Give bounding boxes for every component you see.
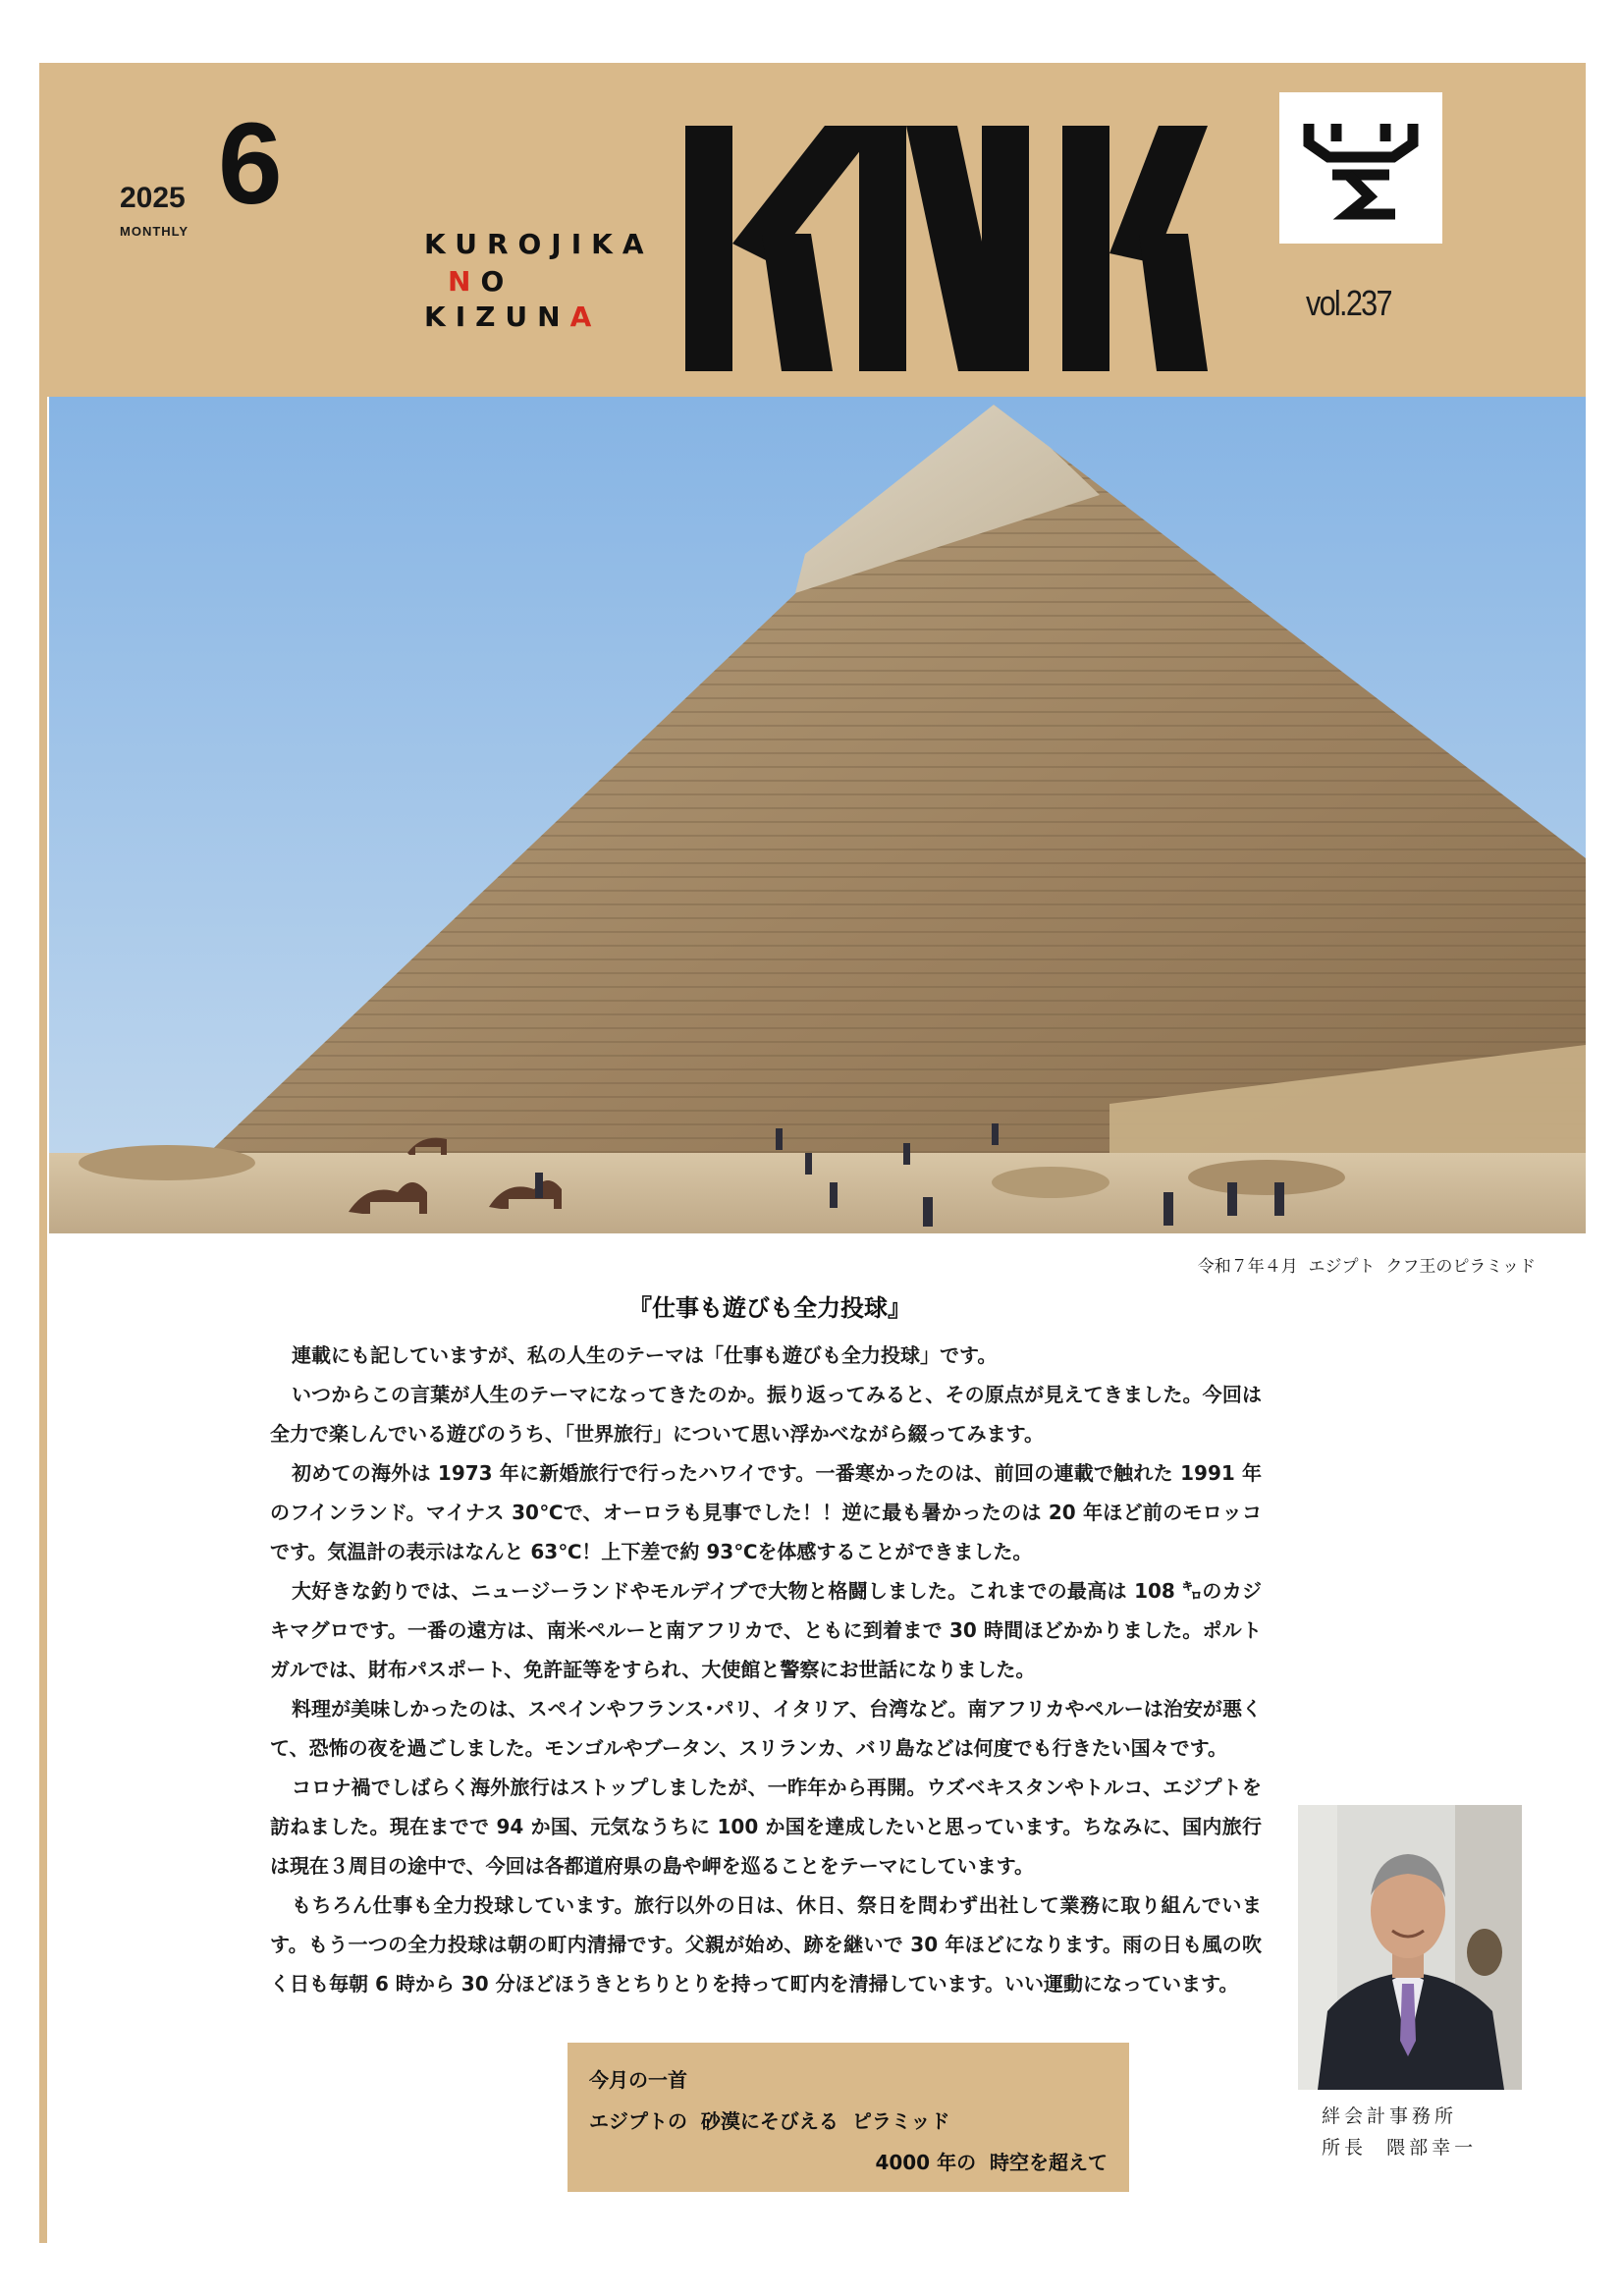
poem-line-1: エジプトの 砂漠にそびえる ピラミッド bbox=[589, 2109, 950, 2133]
masthead-name-line3-main: KIZUN bbox=[424, 301, 570, 333]
article-paragraph: 初めての海外は 1973 年に新婚旅行で行ったハワイです。一番寒かったのは、前回の連載で触れた 1991 年のフインランド。マイナス 30℃で、オーロラも見事でした！！逆に最も暑かったのは 20 年ほど前のモロッコです。気温計の表示はなんと 63℃！上下差で約 93℃を体感することができました。 bbox=[270, 1461, 1262, 1563]
photo-caption: 令和７年４月 エジプト クフ王のピラミッド bbox=[1197, 1257, 1536, 1277]
author-office: 絆会計事務所 bbox=[1322, 2105, 1458, 2127]
monthly-poem-box bbox=[568, 2043, 1129, 2192]
article-paragraph: 連載にも記していますが、私の人生のテーマは「仕事も遊びも全力投球」です。 bbox=[292, 1343, 998, 1367]
masthead-name-line1: KUROJIKA bbox=[424, 228, 654, 260]
article-paragraph: 料理が美味しかったのは、スペインやフランス･パリ、イタリア、台湾など。南アフリカやペルーは治安が悪くて、恐怖の夜を過ごしました。モンゴルやブータン、スリランカ、バリ島などは何度でも行きたい国々です。 bbox=[270, 1697, 1262, 1760]
masthead-name-line2-accent: N bbox=[448, 265, 481, 298]
masthead-name-line3-accent: A bbox=[569, 301, 602, 333]
masthead-name-line2-rest: O bbox=[480, 265, 514, 298]
article-paragraph: コロナ禍でしばらく海外旅行はストップしましたが、一昨年から再開。ウズベキスタンやトルコ、エジプトを訪ねました。現在までで 94 か国、元気なうちに 100 か国を達成したいと思っています。ちなみに、国内旅行は現在３周目の途中で、今回は各都道府県の島や岬を巡ることをテーマにしています。 bbox=[270, 1776, 1262, 1878]
article-title: 『仕事も遊びも全力投球』 bbox=[628, 1294, 911, 1322]
poem-line-2: 4000 年の 時空を超えて bbox=[875, 2151, 1108, 2174]
masthead-name-line2 bbox=[448, 265, 514, 298]
author-title-name: 所長 隈部幸一 bbox=[1322, 2137, 1478, 2159]
antler-emblem-icon bbox=[1279, 92, 1442, 244]
article-paragraph: もちろん仕事も全力投球しています。旅行以外の日は、休日、祭日を問わず出社して業務に取り組んでいます。もう一つの全力投球は朝の町内清掃です。父親が始め、跡を継いで 30 年ほどになります。雨の日も風の吹く日も毎朝 6 時から 30 分ほどほうきとちりとりを持って町内を清掃しています。いい運動になっています。 bbox=[270, 1893, 1262, 1995]
pyramid-photo bbox=[49, 397, 1586, 1233]
author-portrait bbox=[1298, 1805, 1522, 2090]
article-body bbox=[270, 1336, 1262, 2003]
left-accent-bar bbox=[39, 397, 47, 2243]
volume-number: vol.237 bbox=[1306, 283, 1391, 323]
article-paragraph: 大好きな釣りでは、ニュージーランドやモルデイブで大物と格闘しました。これまでの最高は 108 ㌔のカジキマグロです。一番の遠方は、南米ペルーと南アフリカで、ともに到着まで 30 時間ほどかかりました。ポルトガルでは、財布パスポート、免許証等をすられ、大使館と警察にお世話になりました。 bbox=[270, 1579, 1262, 1681]
issue-year: 2025 bbox=[120, 182, 186, 214]
masthead-name-line3 bbox=[424, 301, 601, 333]
poem-heading: 今月の一首 bbox=[589, 2068, 687, 2092]
knk-logo bbox=[677, 126, 1208, 371]
issue-frequency: MONTHLY bbox=[120, 224, 189, 239]
issue-month: 6 bbox=[218, 99, 283, 229]
article-paragraph: いつからこの言葉が人生のテーマになってきたのか。振り返ってみると、その原点が見えてきました。今回は全力で楽しんでいる遊びのうち、「世界旅行」について思い浮かべながら綴ってみます。 bbox=[270, 1383, 1262, 1446]
crest-emblem bbox=[1279, 92, 1442, 244]
